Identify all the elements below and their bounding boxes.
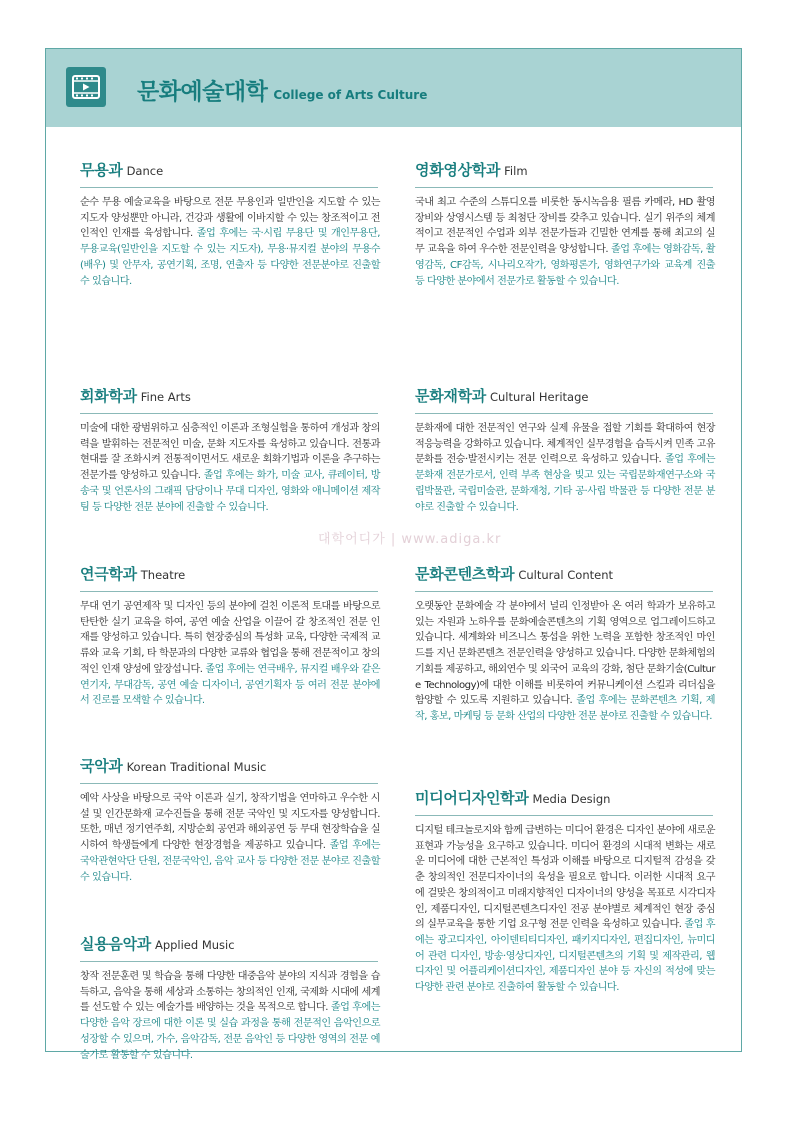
section-body [80,791,380,885]
section-title-en: Dance [126,164,164,178]
section-title [80,755,380,776]
section-career: 졸업 후에는 영화감독, 촬영감독, CF감독, 시나리오작가, 영화평론가, 영화연구가와 교육계 진출 등 다양한 분야에서 전문가로 활동할 수 있습니다. [415,244,715,287]
page-frame [45,48,742,1061]
section-description: 예악 사상을 바탕으로 국악 이론과 실기, 창작기법을 연마하고 우수한 시설 및 인간문화재 교수진들을 통해 전문 국악인 및 지도자를 양성합니다. 또한, 매년 정기연주회, 지방순회 공연과 해외공연 등 무대 현장학습을 실시하여 학생들에게 다양한 현장경험을 제공하고 있습니다. [80,793,380,852]
section-title-en: Theatre [140,568,186,582]
college-header [46,49,741,127]
section-title-ko: 무용과 [80,161,123,179]
section-body [80,969,380,1063]
section-title-ko: 문화재학과 [415,387,486,405]
section-heritage [415,385,715,515]
section-media [415,787,715,996]
section-description: 오랫동안 문화예술 각 분야에서 널리 인정받아 온 여러 학과가 보유하고 있는 자원과 노하우를 문화예술콘텐츠의 기획 영역으로 업그레이드하고 있습니다. 세계화와 비즈니스 통섭을 위한 노력을 포함한 창조적인 마인드를 지닌 문화콘텐츠 전문인력을 양성하고 있습니다. 다양한 문화체험의 기회를 제공하고, 해외연수 및 외국어 교육의 강화, 첨단 문화기술(Culture Technology)에 대한 이해를 비롯하여 커뮤니케이션 스킬과 리더십을 함양할 수 있도록 지원하고 있습니다. [415,601,715,707]
section-korean-music [80,755,380,885]
section-title [415,385,715,406]
section-body [415,421,715,515]
section-career: 졸업 후에는 다양한 음악 장르에 대한 이론 및 실습 과정을 통해 전문적인 음악인으로 성장할 수 있으며, 가수, 음악감독, 전문 음악인 등 다양한 영역의 전문 예술가로 활동할 수 있습니다. [80,1002,380,1061]
section-title [415,787,715,808]
section-body [80,421,380,515]
section-description: 문화재에 대한 전문적인 연구와 실제 유물을 접할 기회를 확대하여 현장 적응능력을 강화하고 있습니다. 체계적인 실무경험을 습득시켜 민족 고유문화를 전승·발전시키는 전문 인력으로 육성하고 있습니다. [415,423,715,466]
section-content [415,563,715,725]
section-theatre [80,563,380,709]
film-icon [66,67,106,107]
section-dance [80,159,380,289]
section-career: 졸업 후에는 화가, 미술 교사, 큐레이터, 방송국 및 언론사의 그래픽 담당이나 무대 디자인, 영화와 애니메이션 제작팀 등 다양한 전문 분야에 진출할 수 있습니다. [80,470,380,513]
section-title-en: Fine Arts [140,390,191,404]
college-title-en: College of Arts Culture [273,88,428,102]
divider [80,413,378,414]
college-title-ko: 문화예술대학 [137,79,268,105]
section-title-ko: 연극학과 [80,565,137,583]
section-title-ko: 실용음악과 [80,935,151,953]
divider [415,413,713,414]
section-career: 졸업 후에는 국악관현악단 단원, 전문국악인, 음악 교사 등 다양한 전문 분야로 진출할 수 있습니다. [80,840,380,883]
section-career: 졸업 후에는 광고디자인, 아이덴티티디자인, 패키지디자인, 편집디자인, 뉴미디어 관련 디자인, 방송·영상디자인, 디지털콘텐츠의 기획 및 제작관리, 웹디자인 및 어플리케이션디자인, 제품디자인 분야 등 자신의 적성에 맞는 다양한 관련 분야로 진출하여 활동할 수 있습니다. [415,919,715,994]
divider [415,187,713,188]
section-fine-arts [80,385,380,515]
section-applied-music [80,933,380,1063]
section-title-ko: 국악과 [80,757,123,775]
section-title [80,933,380,954]
section-title-en: Media Design [532,792,611,806]
divider [80,187,378,188]
section-title [80,385,380,406]
section-career: 졸업 후에는 문화콘텐츠 기획, 제작, 홍보, 마케팅 등 문화 산업의 다양한 전문 분야로 진출할 수 있습니다. [415,695,715,722]
section-body [415,599,715,725]
section-title-en: Cultural Heritage [489,390,589,404]
section-body [80,599,380,709]
section-body [80,195,380,289]
divider [80,591,378,592]
section-career: 졸업 후에는 문화재 전문가로서, 인력 부족 현상을 빚고 있는 국립문화재연구소와 국립박물관, 국립미술관, 문화재청, 기타 공·사립 박물관 등 다양한 전문 분야로 진출할 수 있습니다. [415,454,715,513]
section-body [415,823,715,996]
section-description: 디지털 테크놀로지와 함께 급변하는 미디어 환경은 디자인 분야에 새로운 표현과 가능성을 요구하고 있습니다. 미디어 환경의 시대적 변화는 새로운 미디어에 대한 근본적인 특성과 이해를 바탕으로 디지털적 감성을 갖춘 창의적인 전문디자이너의 육성을 필요로 합니다. 이러한 시대적 요구에 걸맞은 창의적이고 미래지향적인 디자이너의 양성을 목표로 시각디자인, 제품디자인, 디지털콘텐츠디자인 전공 분야별로 체계적인 현장 중심의 실무교육을 통한 기업 요구형 전문 인력을 육성하고 있습니다. [415,825,715,931]
section-description: 무대 연기 공연제작 및 디자인 등의 분야에 걸친 이론적 토대를 바탕으로 탄탄한 실기 교육을 하여, 공연 예술 산업을 이끌어 갈 창조적인 전문 인재를 양성하고 있습니다. 특히 현장중심의 특성화 교육, 다양한 국제적 교류와 교육 기회, 타 학문과의 다양한 교류와 협업을 통해 전문적이고 창의적인 인재 양성에 앞장섭니다. [80,601,380,675]
section-title-en: Film [504,164,528,178]
section-title [80,563,380,584]
section-title-ko: 영화영상학과 [415,161,501,179]
watermark: 대학어디가 | www.adiga.kr [318,532,502,547]
section-description: 미술에 대한 광범위하고 심층적인 이론과 조형실험을 통하여 개성과 창의력을 발휘하는 전문적인 미술, 문화 지도자를 육성하고 있습니다. 전통과 현대를 잘 조화시켜 전통적이면서도 새로운 회화기법과 이론을 추구하는 전문가를 양성하고 있습니다. [80,423,380,482]
section-description: 국내 최고 수준의 스튜디오를 비롯한 동시녹음용 필름 카메라, HD 촬영 장비와 상영시스템 등 최첨단 장비를 갖추고 있습니다. 실기 위주의 체계적이고 전문적인 수업과 외부 전문가들과 긴밀한 연계를 통해 최고의 실무 교육을 하여 우수한 전문인력을 양성합니다. [415,197,715,256]
section-title-en: Cultural Content [518,568,614,582]
section-title-en: Korean Traditional Music [126,760,267,774]
divider [415,815,713,816]
section-title [415,563,715,584]
section-title-en: Applied Music [154,938,235,952]
section-career: 졸업 후에는 연극배우, 뮤지컬 배우와 같은 연기자, 무대감독, 공연 예술 디자이너, 공연기획자 등 여러 전문 분야에서 진로를 모색할 수 있습니다. [80,663,380,707]
divider [415,591,713,592]
section-body [415,195,715,289]
section-career: 졸업 후에는 국·시립 무용단 및 개인무용단, 무용교육(일반인을 지도할 수 있는 지도자), 무용·뮤지컬 분야의 무용수(배우) 및 안무자, 공연기획, 조명, 연출자 등 다양한 전문분야로 진출할 수 있습니다. [80,228,381,287]
section-title-ko: 회화학과 [80,387,137,405]
college-title [137,73,427,106]
section-film [415,159,715,289]
section-title-ko: 문화콘텐츠학과 [415,565,515,583]
section-title-ko: 미디어디자인학과 [415,789,529,807]
divider [80,961,378,962]
divider [80,783,378,784]
section-description: 창작 전문훈련 및 학습을 통해 다양한 대중음악 분야의 지식과 경험을 습득하고, 음악을 통해 세상과 소통하는 창의적인 인재, 국제화 시대에 세계를 선도할 수 있는 예술가를 배양하는 것을 목적으로 합니다. [80,971,380,1014]
section-title [415,159,715,180]
section-title [80,159,380,180]
section-description: 순수 무용 예술교육을 바탕으로 전문 무용인과 일반인을 지도할 수 있는 지도자 양성뿐만 아니라, 건강과 생활에 이바지할 수 있는 창조적이고 전인적인 인재를 육성합니다. [80,197,380,240]
